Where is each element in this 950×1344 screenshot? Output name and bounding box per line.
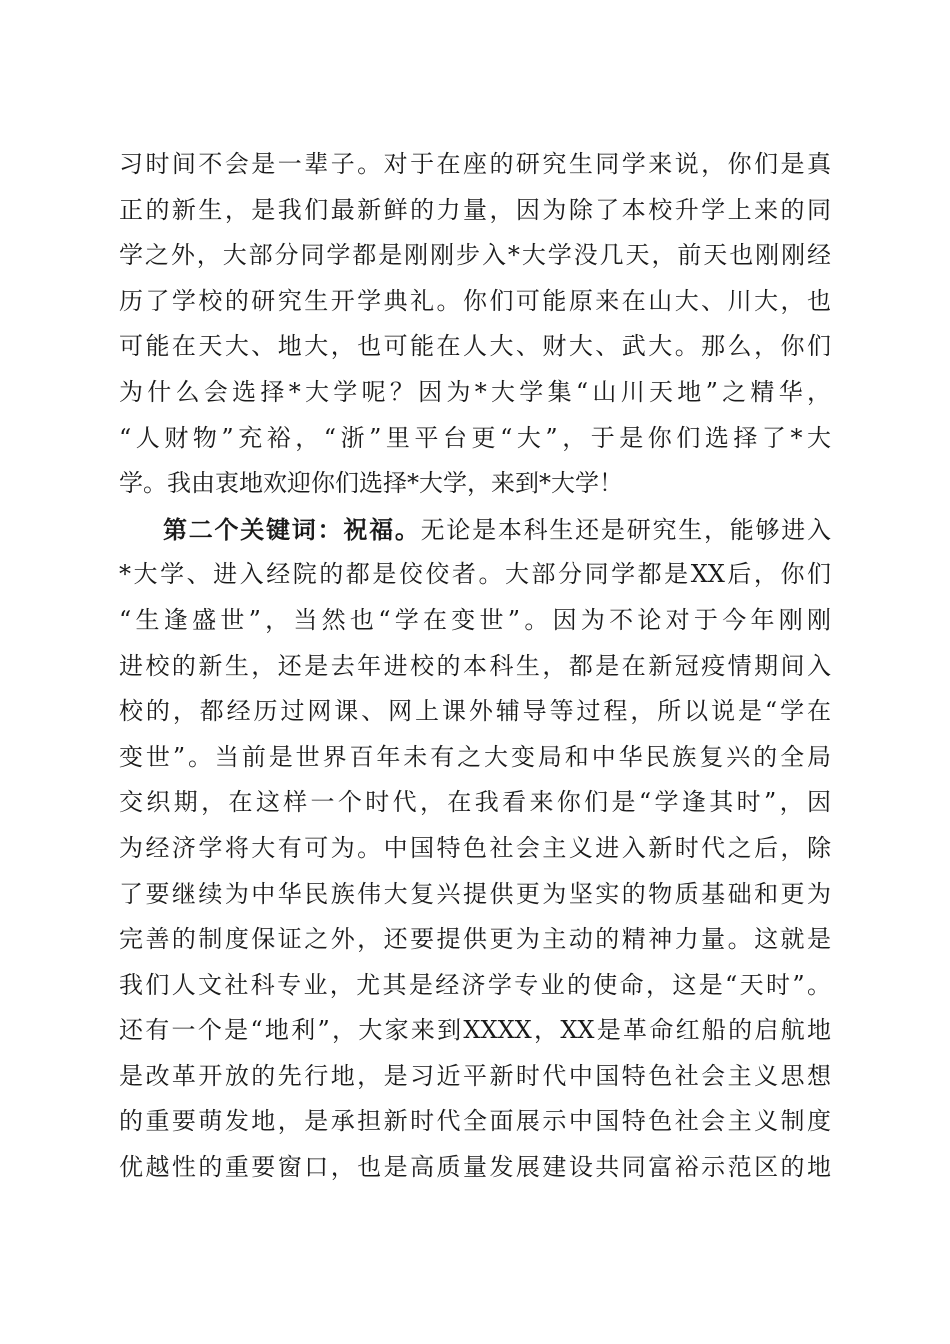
text-line-rest: 无论是本科生还是研究生，能够进入 (420, 515, 832, 544)
text-line: 历了学校的研究生开学典礼。你们可能原来在山大、川大，也 (119, 286, 831, 315)
text-line: 变世”。当前是世界百年未有之大变局和中华民族复兴的全局 (119, 742, 831, 771)
text-line: 学。我由衷地欢迎你们选择*大学，来到*大学！ (119, 469, 623, 498)
keyword-heading: 第二个关键词：祝福。 (163, 514, 421, 544)
text-line: 为什么会选择*大学呢？因为*大学集“山川天地”之精华， (119, 377, 831, 406)
text-line: 的重要萌发地，是承担新时代全面展示中国特色社会主义制度 (119, 1107, 831, 1136)
text-line: 完善的制度保证之外，还要提供更为主动的精神力量。这就是 (119, 925, 831, 954)
text-line: *大学、进入经院的都是佼佼者。大部分同学都是XX后，你们 (119, 560, 831, 589)
text-line: “生逢盛世”，当然也“学在变世”。因为不论对于今年刚刚 (119, 605, 831, 634)
text-line: 是改革开放的先行地，是习近平新时代中国特色社会主义思想 (119, 1061, 831, 1090)
text-line: 正的新生，是我们最新鲜的力量，因为除了本校升学上来的同 (119, 195, 831, 224)
text-line: 可能在天大、地大，也可能在人大、财大、武大。那么，你们 (119, 332, 831, 361)
body-text (119, 142, 831, 1191)
text-line: 为经济学将大有可为。中国特色社会主义进入新时代之后，除 (119, 833, 831, 862)
text-line: 我们人文社科专业，尤其是经济学专业的使命，这是“天时”。 (119, 970, 831, 999)
text-line: 校的，都经历过网课、网上课外辅导等过程，所以说是“学在 (119, 697, 831, 726)
paragraph-first-line (119, 507, 831, 553)
text-line: 交织期，在这样一个时代，在我看来你们是“学逢其时”，因 (119, 788, 831, 817)
text-line: 优越性的重要窗口，也是高质量发展建设共同富裕示范区的地 (119, 1153, 831, 1182)
text-line: “人财物”充裕，“浙”里平台更“大”，于是你们选择了*大 (119, 423, 831, 452)
text-line: 学之外，大部分同学都是刚刚步入*大学没几天，前天也刚刚经 (119, 241, 831, 270)
text-line: 还有一个是“地利”，大家来到XXXX，XX是革命红船的启航地 (119, 1016, 831, 1045)
text-line: 习时间不会是一辈子。对于在座的研究生同学来说，你们是真 (119, 150, 831, 178)
text-line: 了要继续为中华民族伟大复兴提供更为坚实的物质基础和更为 (119, 879, 831, 908)
text-line: 进校的新生，还是去年进校的本科生，都是在新冠疫情期间入 (119, 651, 831, 680)
